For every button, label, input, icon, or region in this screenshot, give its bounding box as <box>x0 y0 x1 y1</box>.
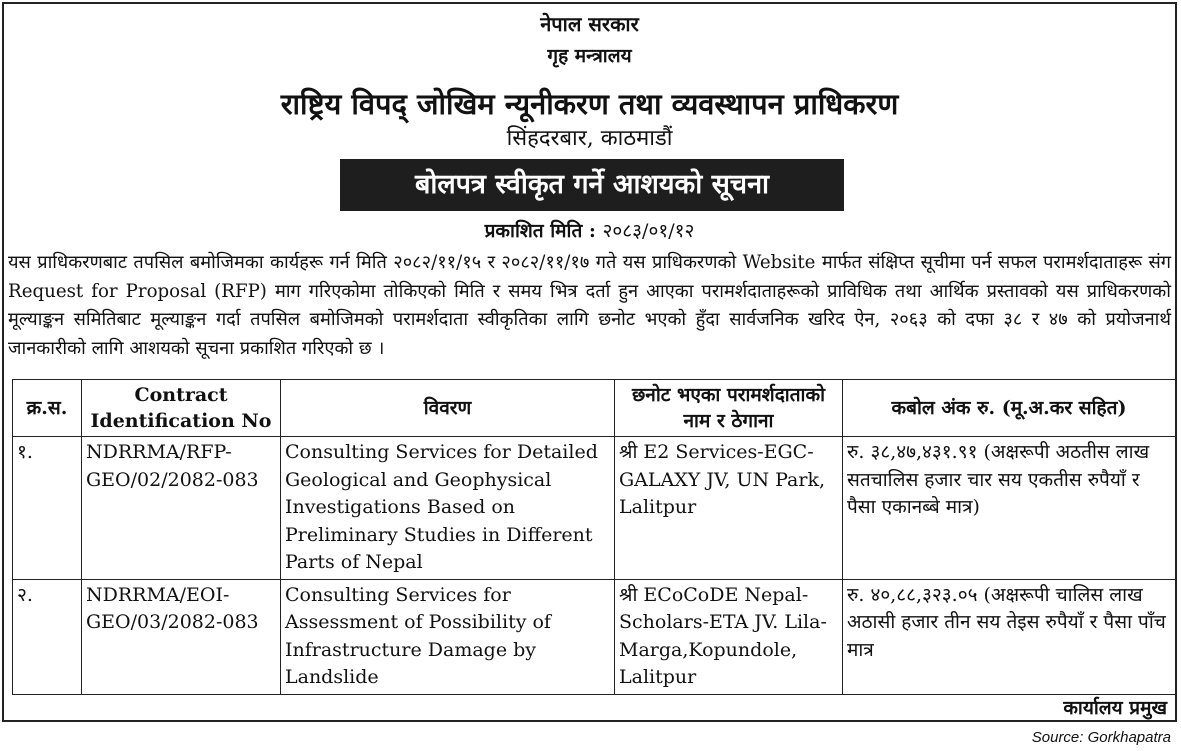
cell-description: Consulting Services for Detailed Geological and Geophysical Investigations Based on Preliminary Studies in Different Parts of Nepal <box>281 437 615 580</box>
table-header-row <box>13 380 1176 437</box>
cell-consultant: श्री E2 Services-EGC-GALAXY JV, UN Park, Lalitpur <box>615 437 843 580</box>
published-date-value: २०८३/०१/१२ <box>602 220 695 242</box>
table-row <box>13 437 1176 580</box>
header-contract-id: Contract Identification No <box>82 380 281 437</box>
ministry-heading: गृह मन्त्रालय <box>547 45 632 67</box>
cell-contract-id: NDRRMA/EOI-GEO/03/2082-083 <box>82 579 281 694</box>
published-date-line <box>4 217 1175 243</box>
cell-amount: रु. ३८,४७,४३१.९१ (अक्षरूपी अठतीस लाख सतचालिस हजार चार सय एकतीस रुपैयाँ र पैसा एकानब्बे मात्र) <box>843 437 1176 580</box>
notice-frame <box>2 2 1177 722</box>
cell-consultant: श्री ECoCoDE Nepal-Scholars-ETA JV. Lila-Marga,Kopundole, Lalitpur <box>615 579 843 694</box>
header-amount: कबोल अंक रु. (मू.अ.कर सहित) <box>843 380 1176 437</box>
header-sn: क्र.स. <box>13 380 82 437</box>
cell-description: Consulting Services for Assessment of Possibility of Infrastructure Damage by Landslide <box>281 579 615 694</box>
government-heading: नेपाल सरकार <box>540 12 639 36</box>
notice-body: यस प्राधिकरणबाट तपसिल बमोजिमका कार्यहरू गर्न मिति २०८२/११/१५ र २०८२/११/१७ गते यस प्राधिकरणको Website मार्फत संक्षिप्त सूचीमा पर्न सफल परामर्शदाताहरू संग Request for Proposal (RFP) माग गरिएकोमा तोकिएको मिति र समय भित्र दर्ता हुन आएका परामर्शदाताहरूको प्राविधिक तथा आर्थिक प्रस्तावको यस प्राधिकरणको मूल्याङ्कन समितिबाट मूल्याङ्कन गर्दा तपसिल बमोजिमको परामर्शदाता स्वीकृतिका लागि छनोट भएको हुँदा सार्वजनिक खरिद ऐन, २०६३ को दफा ३८ र ४७ को प्रयोजनार्थ जानकारीको लागि आशयको सूचना प्रकाशित गरिएको छ । <box>8 252 1171 359</box>
cell-contract-id: NDRRMA/RFP-GEO/02/2082-083 <box>82 437 281 580</box>
selected-consultants-table <box>12 379 1176 695</box>
cell-sn: २. <box>13 579 82 694</box>
authority-heading: राष्ट्रिय विपद् जोखिम न्यूनीकरण तथा व्यवस्थापन प्राधिकरण <box>280 87 899 121</box>
authority-address: सिंहदरबार, काठमाडौं <box>506 126 673 151</box>
signature-office-chief: कार्यालय प्रमुख <box>1063 697 1167 719</box>
cell-sn: १. <box>13 437 82 580</box>
source-credit: Source: Gorkhapatra <box>1031 729 1171 746</box>
header-description: विवरण <box>281 380 615 437</box>
published-date-label: प्रकाशित मिति : <box>484 220 596 242</box>
cell-amount: रु. ४०,८८,३२३.०५ (अक्षरूपी चालिस लाख अठासी हजार तीन सय तेइस रुपैयाँ र पैसा पाँच मात्र <box>843 579 1176 694</box>
header-consultant: छनोट भएका परामर्शदाताको नाम र ठेगाना <box>615 380 843 437</box>
notice-title: बोलपत्र स्वीकृत गर्ने आशयको सूचना <box>340 159 844 211</box>
table-row <box>13 579 1176 694</box>
